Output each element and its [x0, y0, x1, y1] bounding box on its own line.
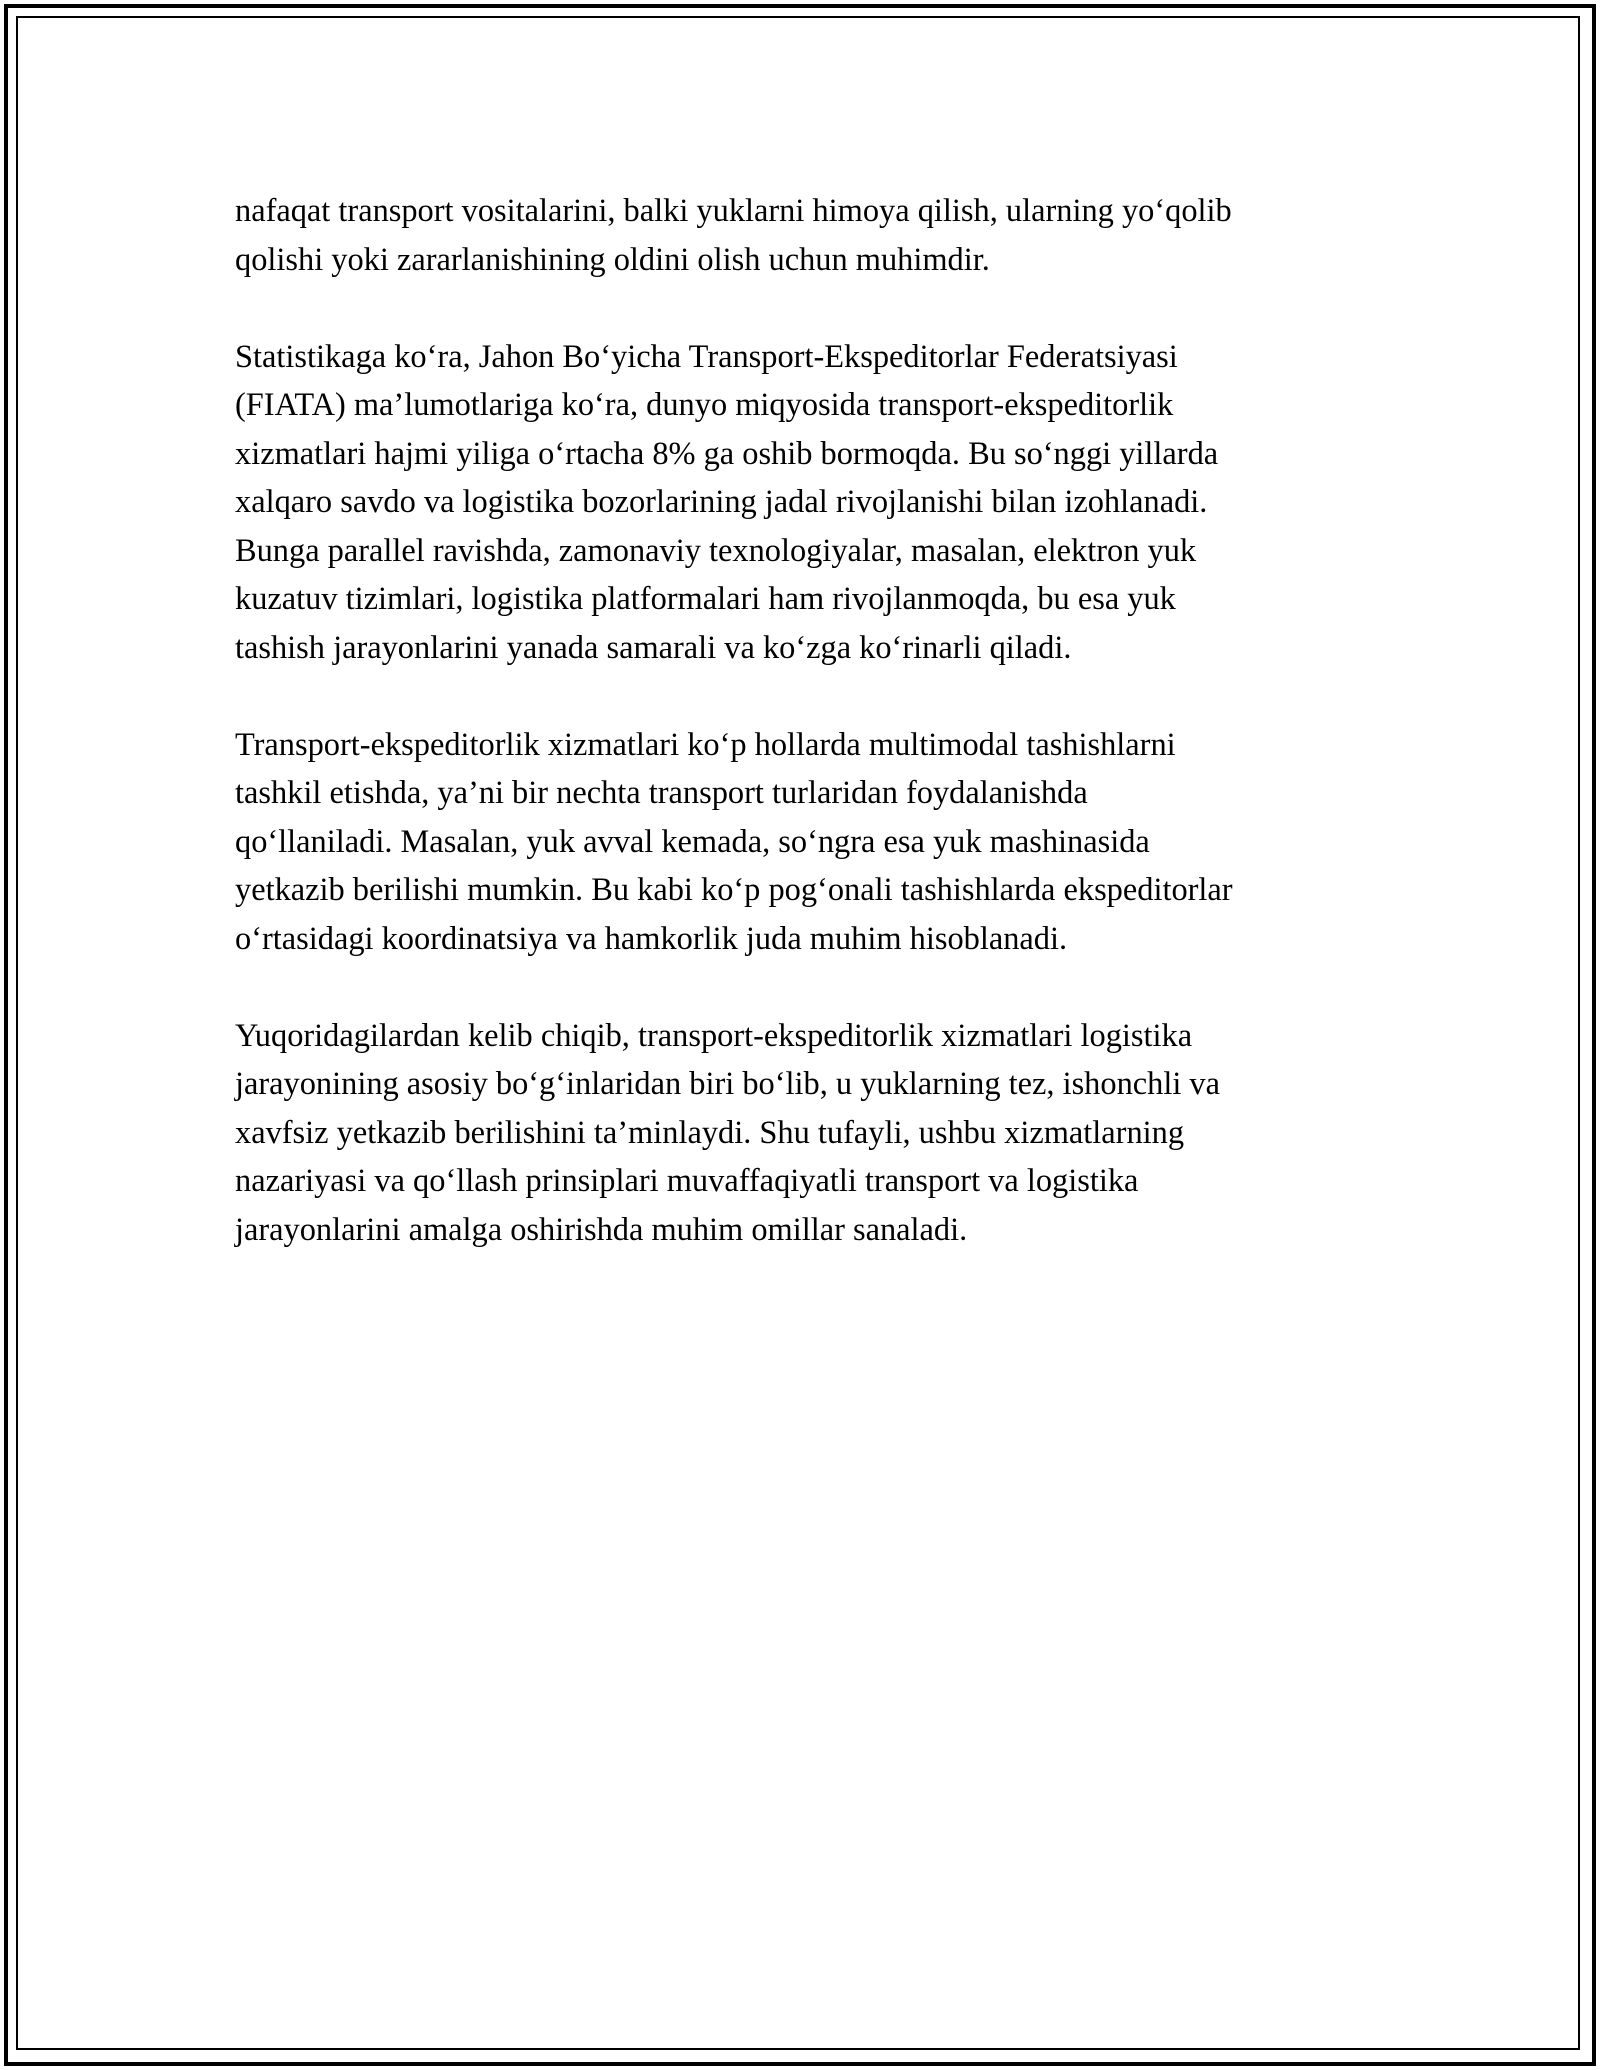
paragraph-line: qolishi yoki zararlanishining oldini olish uchun muhimdir. [235, 241, 990, 278]
paragraph-line: Transport-ekspeditorlik xizmatlari ko‘p hollarda multimodal tashishlarni [235, 726, 1176, 763]
paragraph-line: Statistikaga ko‘ra, Jahon Bo‘yicha Transport-Ekspeditorlar Federatsiyasi [235, 338, 1178, 375]
paragraph-line: Yuqoridagilardan kelib chiqib, transport-ekspeditorlik xizmatlari logistika [235, 1017, 1193, 1054]
paragraph-line: jarayonining asosiy bo‘g‘inlaridan biri bo‘lib, u yuklarning tez, ishonchli va [235, 1066, 1221, 1102]
paragraph-line: qo‘llaniladi. Masalan, yuk avval kemada, so‘ngra esa yuk mashinasida [235, 823, 1150, 860]
paragraph-line: (FIATA) ma’lumotlariga ko‘ra, dunyo miqyosida transport-ekspeditorlik [235, 387, 1174, 423]
paragraph-line: yetkazib berilishi mumkin. Bu kabi ko‘p pog‘onali tashishlarda ekspeditorlar [235, 872, 1233, 908]
document-body [235, 187, 1385, 1303]
paragraph-2 [235, 333, 1385, 673]
paragraph-line: nazariyasi va qo‘llash prinsiplari muvaffaqiyatli transport va logistika [235, 1163, 1139, 1199]
paragraph-line: Bunga parallel ravishda, zamonaviy texnologiyalar, masalan, elektron yuk [235, 532, 1197, 569]
paragraph-line: xalqaro savdo va logistika bozorlarining jadal rivojlanishi bilan izohlanadi. [235, 484, 1208, 520]
paragraph-1 [235, 187, 1385, 284]
paragraph-4 [235, 1012, 1385, 1255]
paragraph-3 [235, 721, 1385, 964]
paragraph-line: o‘rtasidagi koordinatsiya va hamkorlik juda muhim hisoblanadi. [235, 920, 1068, 957]
paragraph-line: nafaqat transport vositalarini, balki yuklarni himoya qilish, ularning yo‘qolib [235, 193, 1232, 229]
paragraph-line: tashkil etishda, ya’ni bir nechta transport turlaridan foydalanishda [235, 775, 1088, 811]
paragraph-line: kuzatuv tizimlari, logistika platformalari ham rivojlanmoqda, bu esa yuk [235, 581, 1176, 617]
paragraph-line: jarayonlarini amalga oshirishda muhim omillar sanaladi. [235, 1211, 968, 1248]
paragraph-line: xavfsiz yetkazib berilishini ta’minlaydi. Shu tufayli, ushbu xizmatlarning [235, 1114, 1185, 1151]
paragraph-line: xizmatlari hajmi yiliga o‘rtacha 8% ga oshib bormoqda. Bu so‘nggi yillarda [235, 435, 1219, 472]
paragraph-line: tashish jarayonlarini yanada samarali va ko‘zga ko‘rinarli qiladi. [235, 629, 1072, 666]
